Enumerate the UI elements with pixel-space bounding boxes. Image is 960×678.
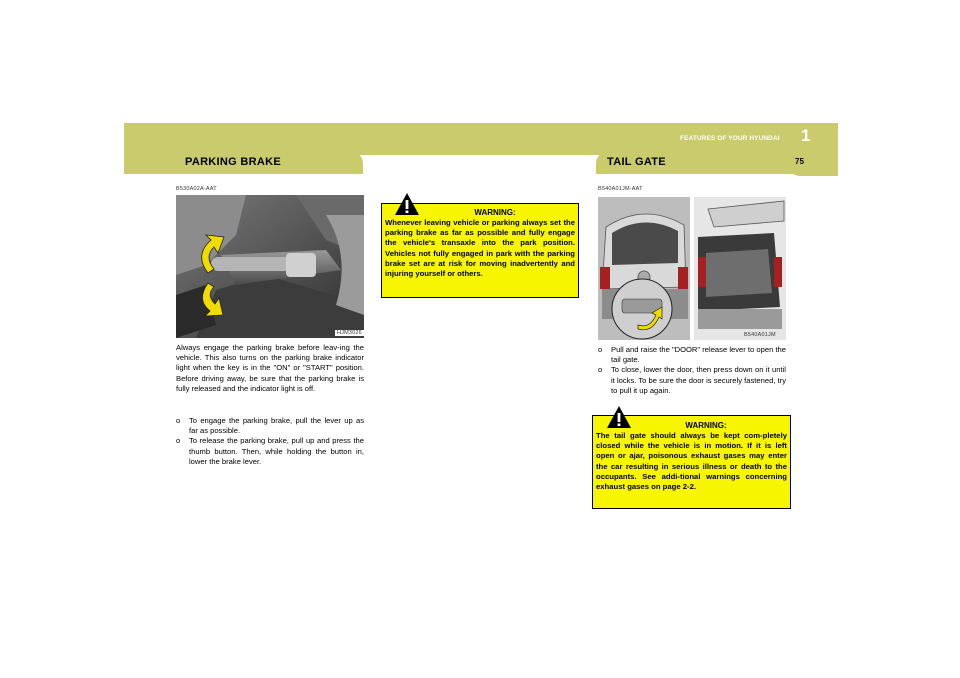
section-code: B530A02A-AAT	[176, 186, 217, 192]
warning-text: The tail gate should always be kept com-pletely closed while the vehicle is in motion. If it is left open or ajar, poisonous exhaust gases may enter the car resulting in serious illness or death to the occupants. See addi-tional warnings concerning exhaust gases on page 2-2.	[596, 431, 787, 492]
bullet-mark: o	[598, 365, 603, 375]
warning-heading: WARNING:	[474, 208, 516, 217]
list-item	[598, 345, 786, 365]
warning-box-parking	[381, 203, 579, 298]
bullet-mark: o	[176, 436, 181, 446]
bullet-text: To engage the parking brake, pull the lever up as far as possible.	[189, 416, 364, 436]
image-caption: B540A01JM	[744, 332, 776, 338]
bullet-text: To close, lower the door, then press down on it until it locks. To be sure the door is securely fastened, try to pull it up again.	[611, 365, 786, 395]
parking-brake-bullets	[176, 416, 364, 467]
bullet-text: To release the parking brake, pull up and press the thumb button. Then, while holding the button in, lower the brake lever.	[189, 436, 364, 466]
tail-gate-photo	[598, 197, 786, 340]
tail-gate-illustration	[598, 197, 786, 340]
list-item	[176, 416, 364, 436]
section-title-tail-gate: TAIL GATE	[607, 156, 666, 168]
warning-text: Whenever leaving vehicle or parking always set the parking brake as far as possible and fully engage the vehicle's transaxle into the park position. Vehicles not fully engaged in park with the parking brake set are at risk for moving inadvertently and injuring yourself or others.	[385, 218, 575, 279]
chapter-number: 1	[801, 126, 811, 145]
parking-brake-illustration	[176, 195, 364, 338]
page-number: 75	[795, 157, 804, 166]
section-title-parking-brake: PARKING BRAKE	[185, 156, 281, 168]
bullet-mark: o	[176, 416, 181, 425]
image-caption: HJM3026	[337, 330, 362, 336]
warning-heading: WARNING:	[685, 421, 727, 430]
exclamation-triangle-icon	[394, 192, 420, 216]
section-code: B540A01JM-AAT	[598, 186, 643, 192]
bullet-mark: o	[598, 345, 603, 354]
warning-box-tail-gate	[592, 415, 791, 509]
parking-brake-paragraph: Always engage the parking brake before leav-ing the vehicle. This also turns on the parking brake indicator light when the key is in the "ON" or "START" position. Before driving away, be sure that the parking brake is fully released and the indicator light is off.	[176, 343, 364, 393]
exclamation-triangle-icon	[606, 405, 632, 429]
parking-brake-photo	[176, 195, 364, 338]
tail-gate-bullets	[598, 345, 786, 396]
chapter-label: FEATURES OF YOUR HYUNDAI	[680, 135, 780, 142]
bullet-text: Pull and raise the "DOOR" release lever to open the tail gate.	[611, 345, 786, 365]
list-item	[176, 436, 364, 467]
list-item	[598, 365, 786, 396]
